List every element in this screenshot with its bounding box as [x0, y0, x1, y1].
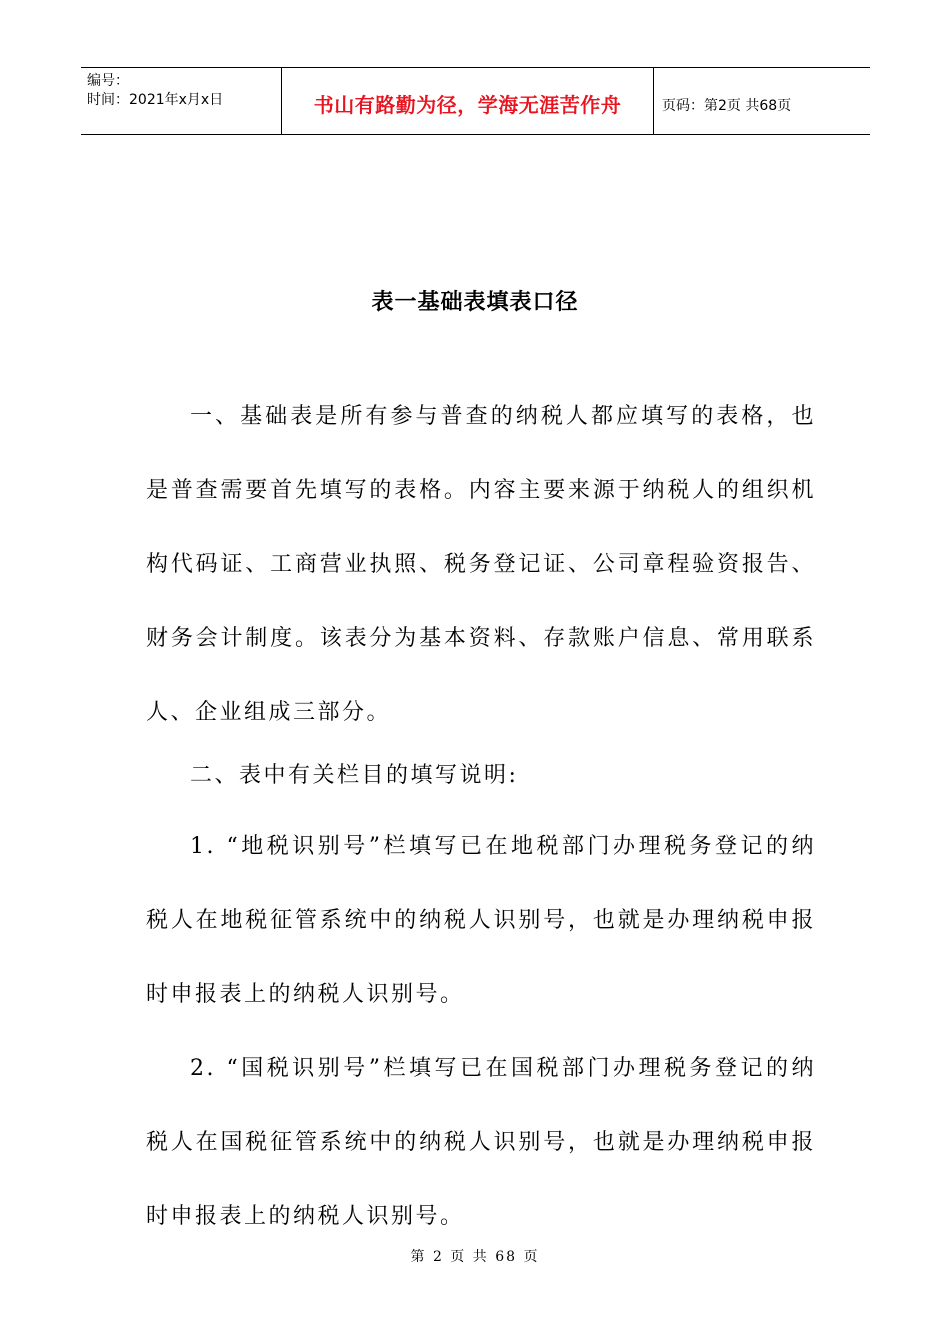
- document-title: 表一基础表填表口径: [371, 290, 579, 315]
- header-page-info-cell: [654, 72, 870, 138]
- header-motto: 书山有路勤为径，学海无涯苦作舟: [313, 92, 622, 117]
- paragraph-basic-form: 一、基础表是所有参与普查的纳税人都应填写的表格，也是普查需要首先填写的表格。内容主要来源于纳税人的组织机构代码证、工商营业执照、税务登记证、公司章程验资报告、财务会计制度。该表分为基本资料、存款账户信息、常用联系人、企业组成三部分。: [146, 404, 816, 725]
- paragraph-instructions-heading: 二、表中有关栏目的填写说明:: [190, 763, 519, 788]
- document-date-label: 时间：2021年x月x日: [87, 92, 224, 108]
- document-body: [146, 380, 816, 1254]
- header-motto-cell: [281, 68, 654, 134]
- document-number-label: 编号：: [87, 73, 129, 89]
- header-meta: [81, 68, 281, 134]
- paragraph-national-tax-id: 2. “国税识别号”栏填写已在国税部门办理税务登记的纳税人在国税征管系统中的纳税人识别号，也就是办理纳税申报时申报表上的纳税人识别号。: [146, 1056, 816, 1229]
- header-page-info: 页码：第2页 共68页: [662, 98, 792, 114]
- paragraph-local-tax-id: 1. “地税识别号”栏填写已在地税部门办理税务登记的纳税人在地税征管系统中的纳税人识别号，也就是办理纳税申报时申报表上的纳税人识别号。: [146, 834, 816, 1007]
- page-footer: 第 2 页 共 68 页: [410, 1249, 540, 1265]
- page-header: [81, 67, 870, 135]
